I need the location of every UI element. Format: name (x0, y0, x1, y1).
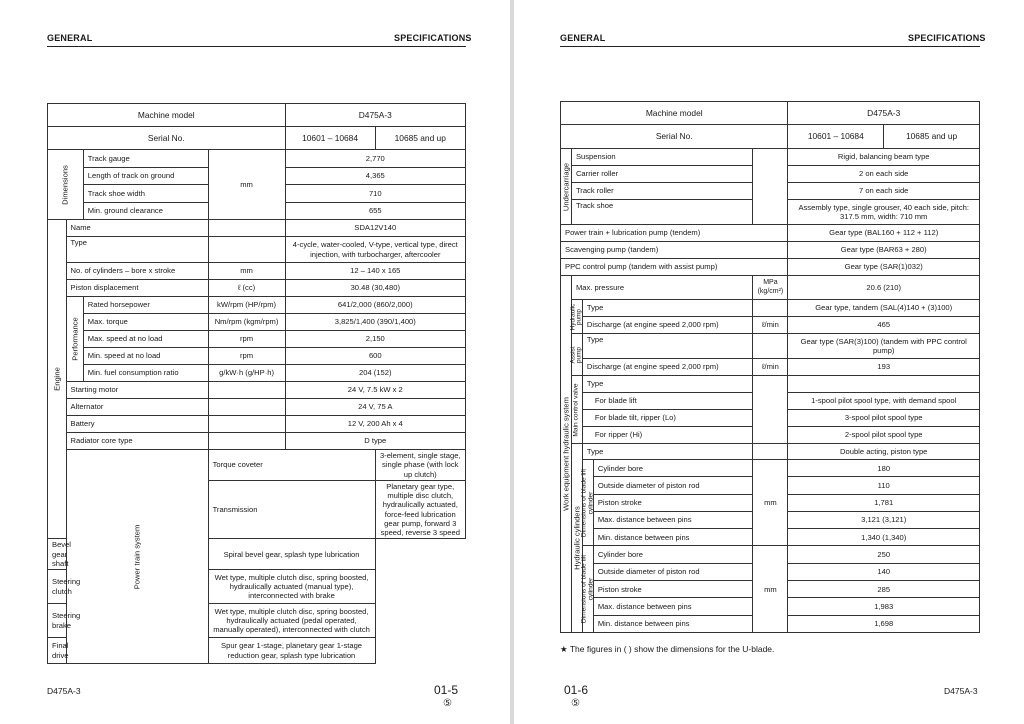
spec-label: Steering brake (48, 604, 84, 638)
spec-label: Outside diameter of piston rod (593, 563, 753, 580)
spec-value: 3-element, single stage, single phase (with lock up clutch) (375, 450, 465, 481)
spec-unit: Nm/rpm (kgm/rpm) (208, 314, 285, 331)
spec-unit: kW/rpm (HP/rpm) (208, 297, 285, 314)
spec-unit (753, 149, 788, 225)
spec-value: 2,150 (285, 331, 465, 348)
spec-value: 193 (788, 359, 980, 376)
machine-model-label: Machine model (48, 104, 286, 127)
right-page (514, 0, 1024, 724)
spec-label: Type (582, 444, 753, 460)
spec-label: Power train + lubrication pump (tendem) (561, 225, 788, 242)
spec-label: No. of cylinders – bore x stroke (66, 263, 208, 280)
spec-label: Track roller (571, 183, 752, 200)
spec-value: 24 V, 75 A (285, 399, 465, 416)
spec-value: Rigid, balancing beam type (788, 149, 980, 166)
spec-label: For blade lift (582, 393, 753, 410)
spec-unit (208, 399, 285, 416)
spec-label: Piston stroke (593, 581, 753, 598)
spec-value: Gear type (SAR(3)100) (tandem with PPC control pump) (788, 334, 980, 359)
spec-label: Type (582, 376, 753, 393)
spec-value: Gear type (BAL160 + 112 + 112) (788, 225, 980, 242)
assist-pump-group: Assist pump (571, 334, 582, 376)
spec-label: Track shoe width (83, 185, 208, 203)
hydraulic-pump-group: Hydraulic pump (571, 300, 582, 334)
spec-label: Max. speed at no load (83, 331, 208, 348)
left-page-number: 01-5 (434, 683, 459, 697)
blade-tilt-cylinder-group: Dimensions of blade tilt cylinder (582, 546, 593, 632)
spec-label: Carrier roller (571, 166, 752, 183)
spec-label: Max. distance between pins (593, 511, 753, 528)
spec-label: Type (582, 300, 753, 317)
spec-label: Name (66, 220, 208, 237)
spec-label: Bevel gear shaft (48, 539, 84, 570)
left-header-section: GENERAL (47, 33, 93, 43)
spec-unit: ℓ/min (753, 317, 788, 334)
spec-unit (208, 416, 285, 433)
spec-value: 2 on each side (788, 166, 980, 183)
hydraulic-system-group: Work equipment hydraulic system (561, 276, 572, 633)
spec-label: Min. distance between pins (593, 615, 753, 632)
spec-label: Max. pressure (571, 276, 752, 300)
spec-label: Final drive (48, 638, 84, 664)
spec-value: Spur gear 1-stage, planetary gear 1-stage reduction gear, splash type lubrication (208, 638, 375, 664)
spec-label: For ripper (Hi) (582, 427, 753, 444)
serial-label: Serial No. (561, 125, 788, 149)
left-header-title: SPECIFICATIONS (394, 33, 472, 43)
spec-value: 204 (152) (285, 365, 465, 382)
right-spec-table (560, 101, 980, 633)
serial-range-1: 10601 – 10684 (788, 125, 884, 149)
spec-value: 1,983 (788, 598, 980, 615)
right-page-number: 01-6 (564, 683, 589, 697)
spec-value: 7 on each side (788, 183, 980, 200)
main-control-valve-group: Main control valve (571, 376, 582, 444)
spec-label: Max. distance between pins (593, 598, 753, 615)
serial-range-2: 10685 and up (375, 127, 465, 150)
left-revision-mark: ⑤ (443, 698, 452, 709)
right-header-title: SPECIFICATIONS (908, 33, 986, 43)
spec-value: Planetary gear type, multiple disc clutch, hydraulically actuated, force-feed lubrication gear pump, forward 3 speed, reverse 3 speed (375, 480, 465, 539)
spec-value: Wet type, multiple clutch disc, spring boosted, hydraulically actuated (manual type), interconnected with brake (208, 570, 375, 604)
spec-value: 3-spool pilot spool type (788, 410, 980, 427)
spec-label: Radiator core type (66, 433, 208, 450)
spec-value: 180 (788, 460, 980, 477)
spec-value: 285 (788, 581, 980, 598)
right-revision-mark: ⑤ (571, 698, 580, 709)
spec-value: 12 V, 200 Ah x 4 (285, 416, 465, 433)
spec-value: 1,340 (1,340) (788, 529, 980, 546)
spec-unit (208, 220, 285, 237)
spec-value: 3,825/1,400 (390/1,400) (285, 314, 465, 331)
u-blade-footnote: ★ The figures in ( ) show the dimensions for the U-blade. (560, 644, 775, 654)
spec-unit: mm (208, 150, 285, 220)
spec-label: For blade tilt, ripper (Lo) (582, 410, 753, 427)
spec-label: Starting motor (66, 382, 208, 399)
spec-label: Suspension (571, 149, 752, 166)
spec-value: 250 (788, 546, 980, 563)
spec-unit (208, 382, 285, 399)
spec-label: Type (582, 334, 753, 359)
blade-lift-cylinder-group: Dimensions of blade lift cylinder (582, 460, 593, 546)
spec-unit: rpm (208, 348, 285, 365)
spec-value: 465 (788, 317, 980, 334)
right-header-section: GENERAL (560, 33, 606, 43)
serial-label: Serial No. (48, 127, 286, 150)
spec-unit: MPa (kg/cm²) (753, 276, 788, 300)
spec-value: 2-spool pilot spool type (788, 427, 980, 444)
spec-value (788, 376, 980, 393)
spec-unit: mm (753, 546, 788, 632)
spec-label: Scavenging pump (tandem) (561, 242, 788, 259)
spec-label: Max. torque (83, 314, 208, 331)
spec-label: Cylinder bore (593, 546, 753, 563)
spec-label: Discharge (at engine speed 2,000 rpm) (582, 317, 753, 334)
machine-model-label: Machine model (561, 102, 788, 125)
serial-range-1: 10601 – 10684 (285, 127, 375, 150)
machine-model-value: D475A-3 (285, 104, 465, 127)
spec-value: 12 – 140 x 165 (285, 263, 465, 280)
spec-value: 3,121 (3,121) (788, 511, 980, 528)
serial-range-2: 10685 and up (884, 125, 980, 149)
spec-value: 1,781 (788, 494, 980, 511)
spec-label: Cylinder bore (593, 460, 753, 477)
spec-unit (753, 300, 788, 317)
spec-label: Type (66, 237, 208, 263)
spec-value: Wet type, multiple clutch disc, spring boosted, hydraulically actuated (pedal operated, manually operated), interconnected with clutch (208, 604, 375, 638)
spec-unit (208, 237, 285, 263)
spec-unit (753, 376, 788, 444)
spec-unit (753, 334, 788, 359)
spec-value: 20.6 (210) (788, 276, 980, 300)
spec-label: Battery (66, 416, 208, 433)
spec-value: Spiral bevel gear, splash type lubrication (208, 539, 375, 570)
spec-label: Outside diameter of piston rod (593, 477, 753, 494)
spec-label: Rated horsepower (83, 297, 208, 314)
spec-unit: g/kW·h (g/HP·h) (208, 365, 285, 382)
spec-label: PPC control pump (tandem with assist pump) (561, 259, 788, 276)
spec-value: Gear type, tandem (SAL(4)140 + (3)100) (788, 300, 980, 317)
spec-value: 140 (788, 563, 980, 580)
spec-unit: ℓ (cc) (208, 280, 285, 297)
undercarriage-group: Undercarriage (561, 149, 572, 225)
spec-label: Discharge (at engine speed 2,000 rpm) (582, 359, 753, 376)
right-header-rule (560, 46, 980, 47)
left-page (0, 0, 510, 724)
spec-label: Track shoe (571, 200, 752, 225)
spec-value: 655 (285, 202, 465, 220)
spec-unit: ℓ/min (753, 359, 788, 376)
spec-label: Torque coveter (208, 450, 375, 481)
hydraulic-cylinders-group: Hydraulic cylinders (571, 444, 582, 633)
spec-label: Steering clutch (48, 570, 84, 604)
spec-label: Min. distance between pins (593, 529, 753, 546)
spec-value: Double acting, piston type (788, 444, 980, 460)
spec-value: 1,698 (788, 615, 980, 632)
spec-label: Transmission (208, 480, 375, 539)
spec-value: 30.48 (30,480) (285, 280, 465, 297)
spec-value: 4,365 (285, 167, 465, 185)
spec-value: 710 (285, 185, 465, 203)
power-train-group: Power train system (66, 450, 208, 664)
spec-unit: mm (753, 460, 788, 546)
spec-value: Gear type (SAR(1)032) (788, 259, 980, 276)
spec-label: Length of track on ground (83, 167, 208, 185)
spec-label: Alternator (66, 399, 208, 416)
spec-value: 110 (788, 477, 980, 494)
left-header-rule (47, 46, 466, 47)
spec-value: 641/2,000 (860/2,000) (285, 297, 465, 314)
performance-group: Performance (66, 297, 83, 382)
spec-label: Track gauge (83, 150, 208, 168)
spec-label: Min. ground clearance (83, 202, 208, 220)
dimensions-group: Dimensions (48, 150, 84, 220)
spec-value: D type (285, 433, 465, 450)
spec-value: 4-cycle, water-cooled, V-type, vertical type, direct injection, with turbocharger, aftercooler (285, 237, 465, 263)
spec-value: Gear type (BAR63 + 280) (788, 242, 980, 259)
engine-group: Engine (48, 220, 67, 539)
left-footer-model: D475A-3 (47, 686, 81, 696)
spec-unit (208, 433, 285, 450)
spec-value: 24 V, 7.5 kW x 2 (285, 382, 465, 399)
spec-label: Min. speed at no load (83, 348, 208, 365)
spec-unit: mm (208, 263, 285, 280)
right-footer-model: D475A-3 (944, 686, 978, 696)
left-spec-table (47, 103, 466, 664)
machine-model-value: D475A-3 (788, 102, 980, 125)
spec-value: Assembly type, single grouser, 40 each side, pitch: 317.5 mm, width: 710 mm (788, 200, 980, 225)
spec-label: Min. fuel consumption ratio (83, 365, 208, 382)
spec-value: 1-spool pilot spool type, with demand spool (788, 393, 980, 410)
spec-value: SDA12V140 (285, 220, 465, 237)
spec-value: 2,770 (285, 150, 465, 168)
spec-label: Piston stroke (593, 494, 753, 511)
spec-unit (753, 444, 788, 460)
spec-value: 600 (285, 348, 465, 365)
spec-label: Piston displacement (66, 280, 208, 297)
spec-unit: rpm (208, 331, 285, 348)
